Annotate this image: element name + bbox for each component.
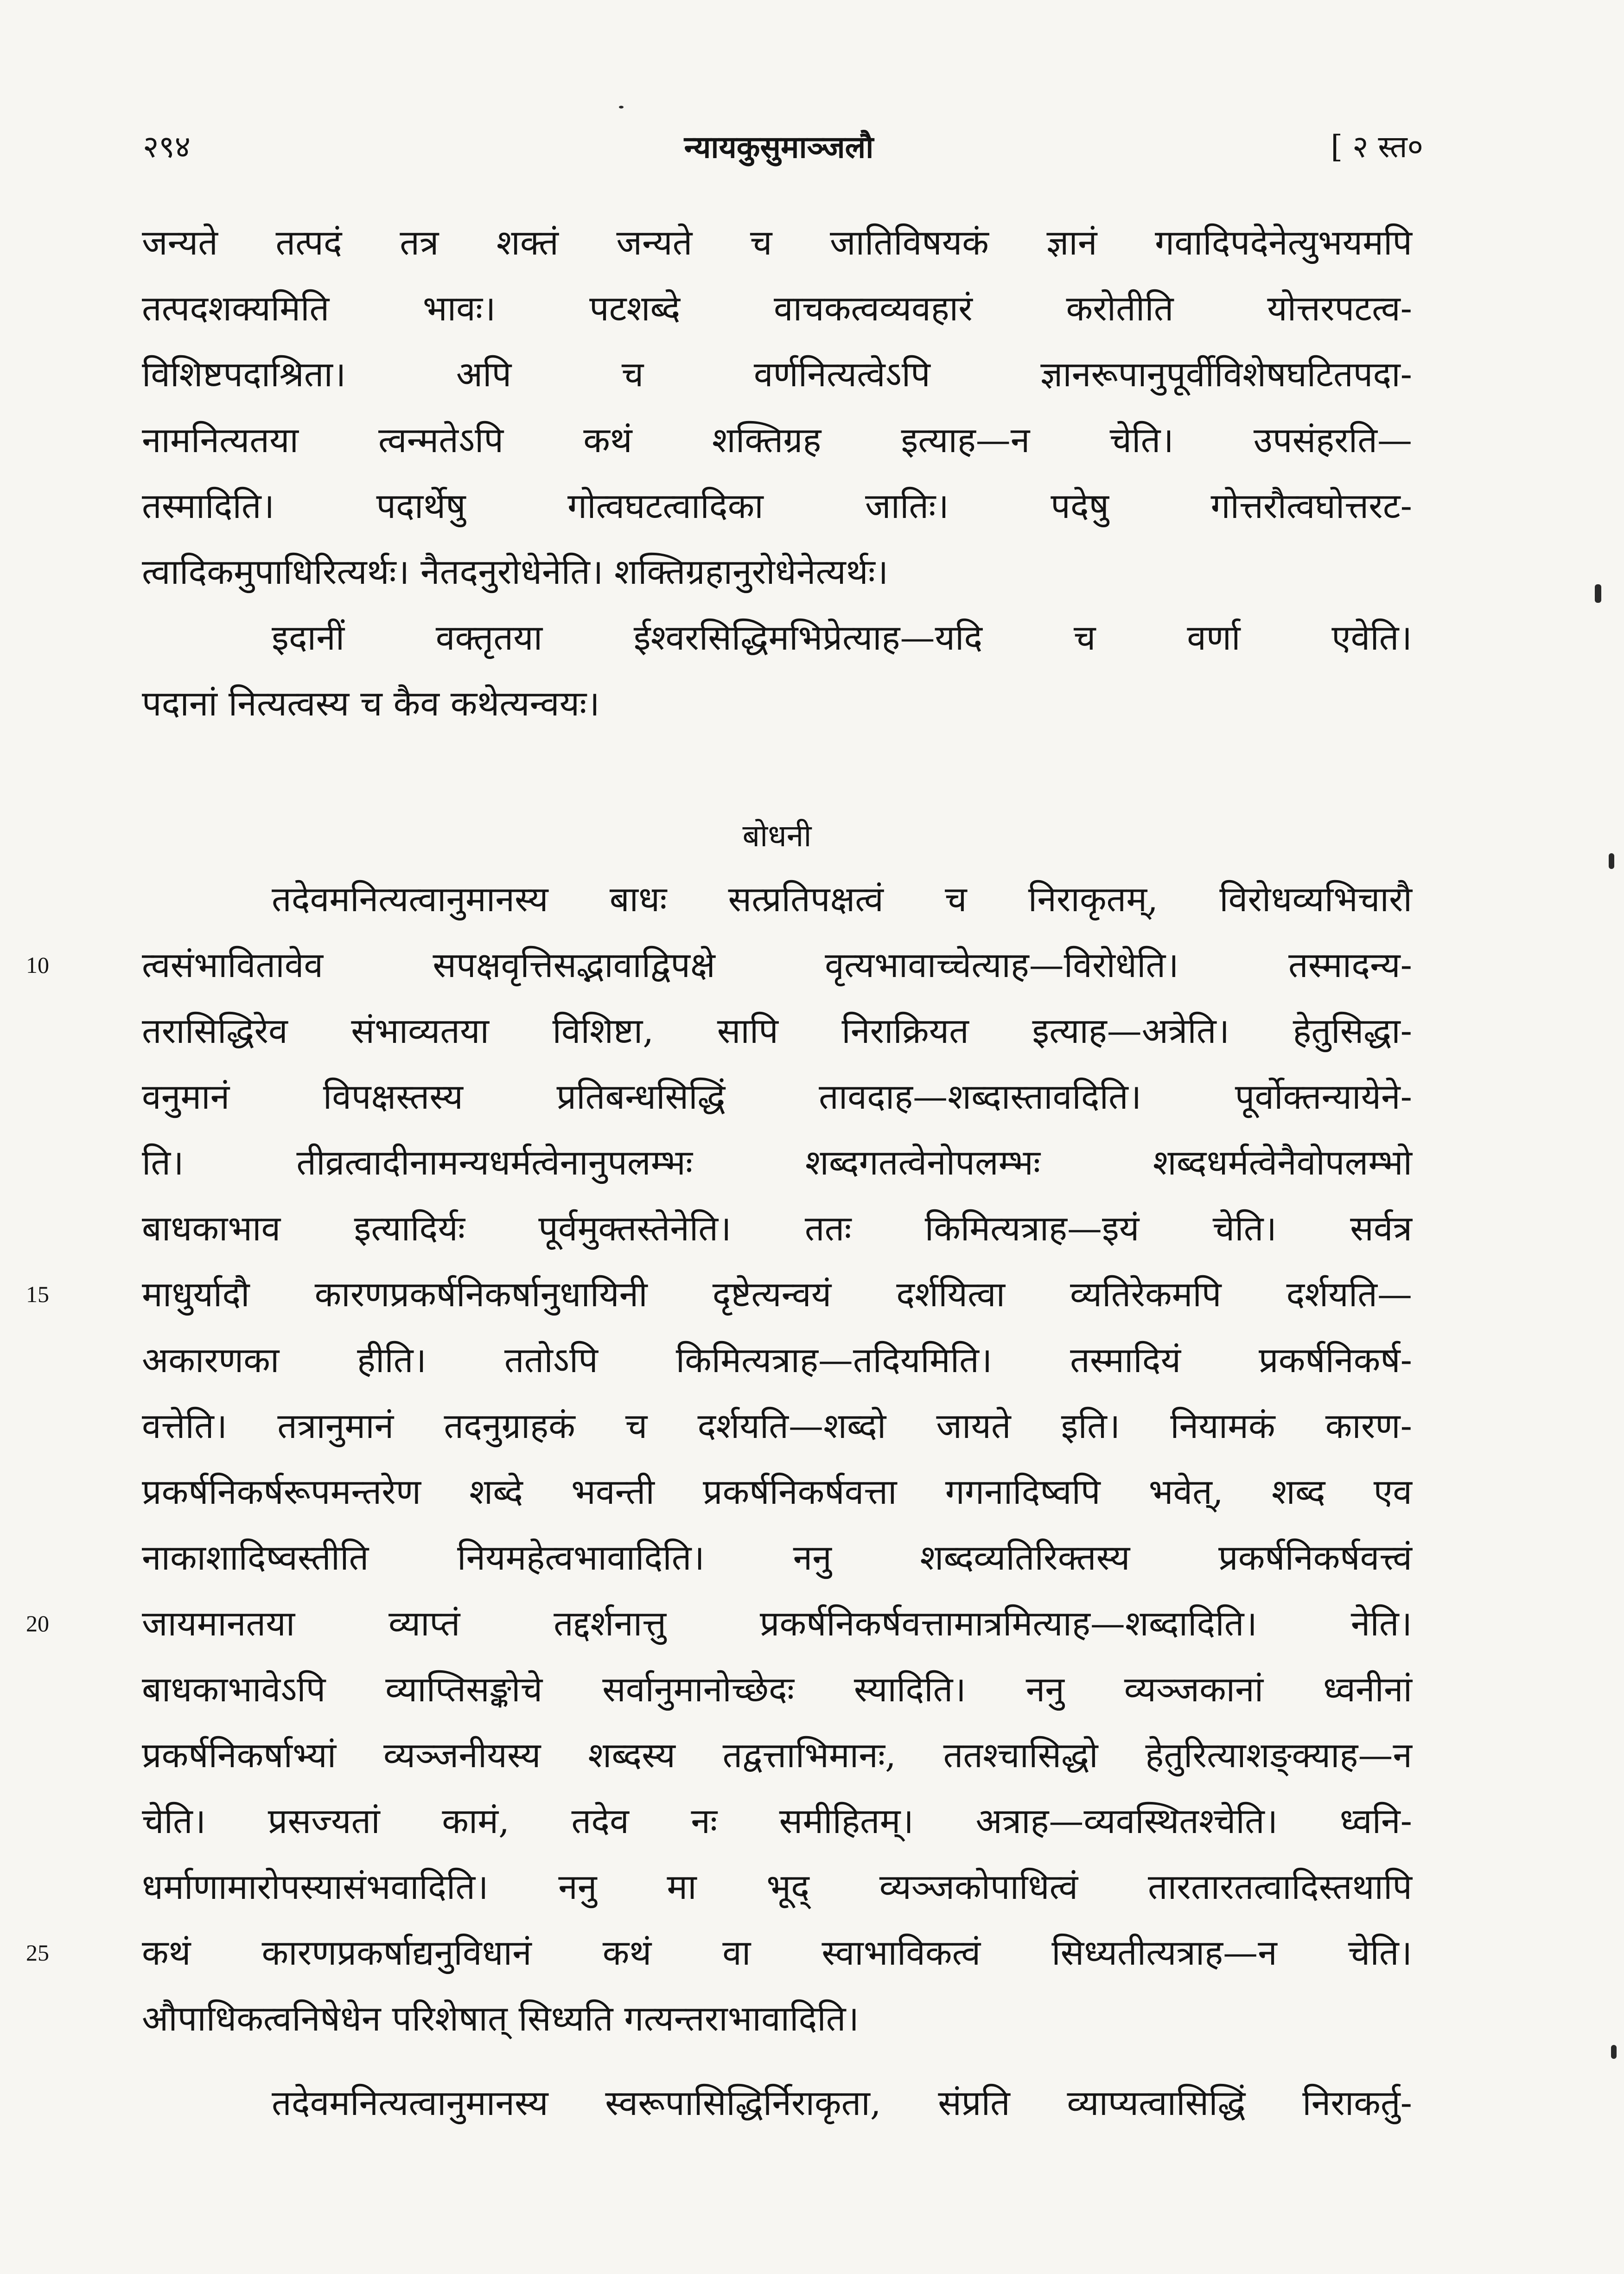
bodhani-text: औपाधिकत्वनिषेधेन परिशेषात् सिध्यति गत्यन्तराभावादिति। xyxy=(142,1998,859,2039)
bodhani-line xyxy=(142,1525,1412,1591)
commentary-line: त्वादिकमुपाधिरित्यर्थः। नैतदनुरोधेनेति। शक्तिग्रहानुरोधेनेत्यर्थः। xyxy=(142,551,889,592)
bodhani-line xyxy=(26,932,1412,998)
section-heading: बोधनी xyxy=(742,818,812,854)
bodhani-line xyxy=(142,1656,1412,1722)
bodhani-line xyxy=(26,1920,1412,1986)
commentary-block xyxy=(142,210,1412,736)
bodhani-line xyxy=(26,1591,1412,1656)
bodhani-line xyxy=(142,1130,1412,1195)
bodhani-text: वत्तेति। तत्रानुमानं तदनुग्राहकं च दर्शयति—शब्दो जायते इति। नियामकं कारण- xyxy=(142,1405,1412,1446)
line-number: 10 xyxy=(26,952,49,978)
bodhani-text: नाकाशादिष्वस्तीति नियमहेत्वभावादिति। ननु शब्दव्यतिरिक्तस्य प्रकर्षनिकर्षवत्त्वं xyxy=(142,1537,1412,1578)
bodhani-text: तदेवमनित्यत्वानुमानस्य बाधः सत्प्रतिपक्षत्वं च निराकृतम्, विरोधव्यभिचारौ xyxy=(272,879,1412,920)
scan-speck xyxy=(619,106,624,109)
bodhani-line xyxy=(142,866,1412,932)
section-marker: [ २ स्त० xyxy=(1331,129,1423,165)
bodhani-line xyxy=(142,1854,1412,1920)
commentary-line: विशिष्टपदाश्रिता। अपि च वर्णनित्यत्वेऽपि ज्ञानरूपानुपूर्वीविशेषघटितपदा- xyxy=(142,354,1412,395)
bodhani-line xyxy=(142,1327,1412,1393)
scan-speck xyxy=(1595,584,1601,603)
commentary-line: इदानीं वक्तृतया ईश्वरसिद्धिमभिप्रेत्याह—यदि च वर्णा एवेति। xyxy=(272,617,1412,658)
bodhani-line xyxy=(142,1986,1412,2051)
bodhani-line xyxy=(142,1393,1412,1459)
bodhani-block xyxy=(26,866,1412,2136)
scan-speck xyxy=(1611,2045,1617,2059)
bodhani-line xyxy=(142,998,1412,1064)
scan-speck xyxy=(1609,853,1614,869)
bodhani-line xyxy=(142,1459,1412,1525)
commentary-line: पदानां नित्यत्वस्य च कैव कथेत्यन्वयः। xyxy=(142,683,600,724)
bodhani-text: अकारणका हीति। ततोऽपि किमित्यत्राह—तदियमिति। तस्मादियं प्रकर्षनिकर्ष- xyxy=(142,1340,1412,1380)
commentary-line: तत्पदशक्यमिति भावः। पटशब्दे वाचकत्वव्यवहारं करोतीति योत्तरपटत्व- xyxy=(142,288,1412,329)
bodhani-line xyxy=(142,1064,1412,1130)
bodhani-text: त्वसंभावितावेव सपक्षवृत्तिसद्भावाद्विपक्षे वृत्यभावाच्चेत्याह—विरोधेति। तस्मादन्य- xyxy=(142,945,1412,985)
commentary-line: नामनित्यतया त्वन्मतेऽपि कथं शक्तिग्रह इत्याह—न चेति। उपसंहरति— xyxy=(142,420,1412,460)
commentary-line: तस्मादिति। पदार्थेषु गोत्वघटत्वादिका जातिः। पदेषु गोत्तरौत्वघोत्तरट- xyxy=(142,485,1412,526)
line-number: 25 xyxy=(26,1940,49,1966)
bodhani-text: धर्माणामारोपस्यासंभवादिति। ननु मा भूद् व्यञ्जकोपाधित्वं तारतारतत्वादिस्तथापि xyxy=(142,1866,1412,1907)
bodhani-text: तदेवमनित्यत्वानुमानस्य स्वरूपासिद्धिर्निराकृता, संप्रति व्याप्यत्वासिद्धिं निराकर्तु- xyxy=(272,2082,1412,2123)
bodhani-text: ति। तीव्रत्वादीनामन्यधर्मत्वेनानुपलम्भः शब्दगतत्वेनोपलम्भः शब्दधर्मत्वेनैवोपलम्भो xyxy=(142,1142,1412,1183)
bodhani-line xyxy=(142,1788,1412,1854)
bodhani-line xyxy=(26,1261,1412,1327)
bodhani-text: जायमानतया व्याप्तं तद्दर्शनात्तु प्रकर्षनिकर्षवत्तामात्रमित्याह—शब्दादिति। नेति। xyxy=(142,1603,1412,1644)
bodhani-line xyxy=(142,2070,1412,2136)
line-number: 20 xyxy=(26,1610,49,1636)
bodhani-text: माधुर्यादौ कारणप्रकर्षनिकर्षानुधायिनी दृष्टेत्यन्वयं दर्शयित्वा व्यतिरेकमपि दर्शयति— xyxy=(142,1274,1412,1315)
line-number: 15 xyxy=(26,1281,49,1307)
commentary-line: जन्यते तत्पदं तत्र शक्तं जन्यते च जातिविषयकं ज्ञानं गवादिपदेनेत्युभयमपि xyxy=(142,222,1412,263)
bodhani-text: बाधकाभाव इत्यादिर्यः पूर्वमुक्तस्तेनेति। ततः किमित्यत्राह—इयं चेति। सर्वत्र xyxy=(142,1208,1412,1249)
bodhani-text: वनुमानं विपक्षस्तस्य प्रतिबन्धसिद्धिं तावदाह—शब्दास्तावदिति। पूर्वोक्तन्यायेने- xyxy=(142,1076,1412,1117)
bodhani-line xyxy=(142,1722,1412,1788)
running-header xyxy=(134,121,1423,172)
bodhani-text: तरासिद्धिरेव संभाव्यतया विशिष्टा, सापि निराक्रियत इत्याह—अत्रेति। हेतुसिद्धा- xyxy=(142,1010,1412,1051)
bodhani-text: कथं कारणप्रकर्षाद्यनुविधानं कथं वा स्वाभाविकत्वं सिध्यतीत्यत्राह—न चेति। xyxy=(142,1932,1412,1973)
bodhani-text: प्रकर्षनिकर्षाभ्यां व्यञ्जनीयस्य शब्दस्य तद्वत्ताभिमानः, ततश्चासिद्धो हेतुरित्याशङ्क्याह—न xyxy=(142,1735,1412,1776)
bodhani-text: बाधकाभावेऽपि व्याप्तिसङ्कोचे सर्वानुमानोच्छेदः स्यादिति। ननु व्यञ्जकानां ध्वनीनां xyxy=(142,1669,1412,1710)
running-title: न्यायकुसुमाञ्जलौ xyxy=(684,129,874,165)
bodhani-text: चेति। प्रसज्यतां कामं, तदेव नः समीहितम्। अत्राह—व्यवस्थितश्चेति। ध्वनि- xyxy=(142,1801,1412,1841)
page-number: २९४ xyxy=(143,129,191,165)
bodhani-line xyxy=(142,1195,1412,1261)
bodhani-text: प्रकर्षनिकर्षरूपमन्तरेण शब्दे भवन्ती प्रकर्षनिकर्षवत्ता गगनादिष्वपि भवेत्, शब्द एव xyxy=(142,1471,1412,1512)
